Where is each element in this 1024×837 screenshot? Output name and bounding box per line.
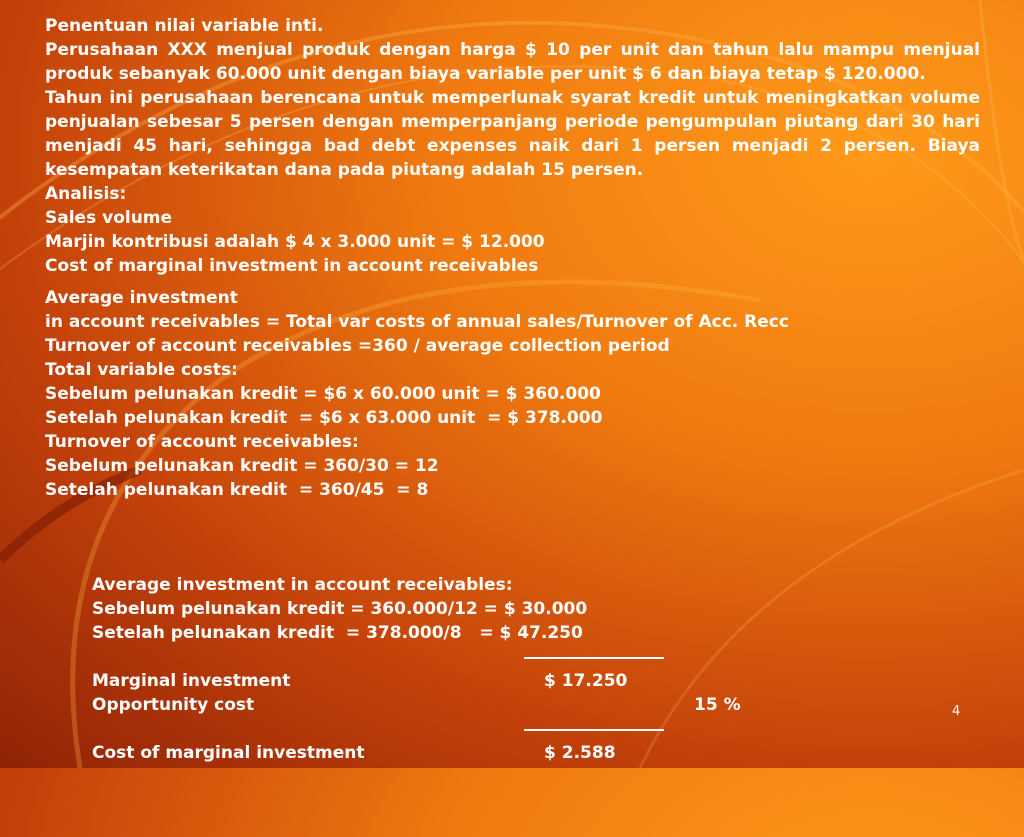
summary-block [92,573,782,765]
turnover-after: Setelah pelunakan kredit = 360/45 = 8 [45,480,429,500]
cost-marginal-heading: Cost of marginal investment in account receivables [45,256,539,276]
cost-marginal-investment-value: $ 2.588 [544,743,616,763]
total-variable-costs-heading: Total variable costs: [45,360,238,380]
slide-body [45,14,980,502]
variable-costs-before: Sebelum pelunakan kredit = $6 x 60.000 unit = $ 360.000 [45,384,601,404]
summary-heading: Average investment in account receivables: [92,575,513,595]
turnover-formula: Turnover of account receivables =360 / average collection period [45,336,670,356]
average-investment-formula: in account receivables = Total var costs of annual sales/Turnover of Acc. Recc [45,312,789,332]
marginal-investment-value: $ 17.250 [544,671,628,691]
page-number: 4 [952,704,961,719]
contribution-margin-line: Marjin kontribusi adalah $ 4 x 3.000 unit = $ 12.000 [45,232,545,252]
underline-rule-1 [524,657,664,659]
turnover-before: Sebelum pelunakan kredit = 360/30 = 12 [45,456,439,476]
cost-marginal-investment-label: Cost of marginal investment [92,743,365,763]
intro-paragraph-2: Tahun ini perusahaan berencana untuk memperlunak syarat kredit untuk meningkatkan volume penjualan sebesar 5 persen dengan memperpanjang periode pengumpulan piutang dari 30 hari menjadi 45 hari, sehingga bad debt expenses naik dari 1 persen menjadi 2 persen. Biaya kesempatan keterikatan dana pada piutang adalah 15 persen. [45,88,980,180]
underline-rule-2 [524,729,664,731]
average-investment-label: Average investment [45,288,238,308]
summary-before: Sebelum pelunakan kredit = 360.000/12 = $ 30.000 [92,599,588,619]
marginal-investment-label: Marginal investment [92,671,291,691]
sales-volume-label: Sales volume [45,208,173,228]
opportunity-cost-label: Opportunity cost [92,695,255,715]
analysis-heading: Analisis: [45,184,127,204]
variable-costs-after: Setelah pelunakan kredit = $6 x 63.000 unit = $ 378.000 [45,408,603,428]
turnover-heading: Turnover of account receivables: [45,432,359,452]
intro-title: Penentuan nilai variable inti. [45,16,324,36]
intro-paragraph-1: Perusahaan XXX menjual produk dengan harga $ 10 per unit dan tahun lalu mampu menjual produk sebanyak 60.000 unit dengan biaya variable per unit $ 6 dan biaya tetap $ 120.000. [45,40,980,84]
opportunity-cost-value: 15 % [694,695,741,715]
summary-after: Setelah pelunakan kredit = 378.000/8 = $ 47.250 [92,623,583,643]
